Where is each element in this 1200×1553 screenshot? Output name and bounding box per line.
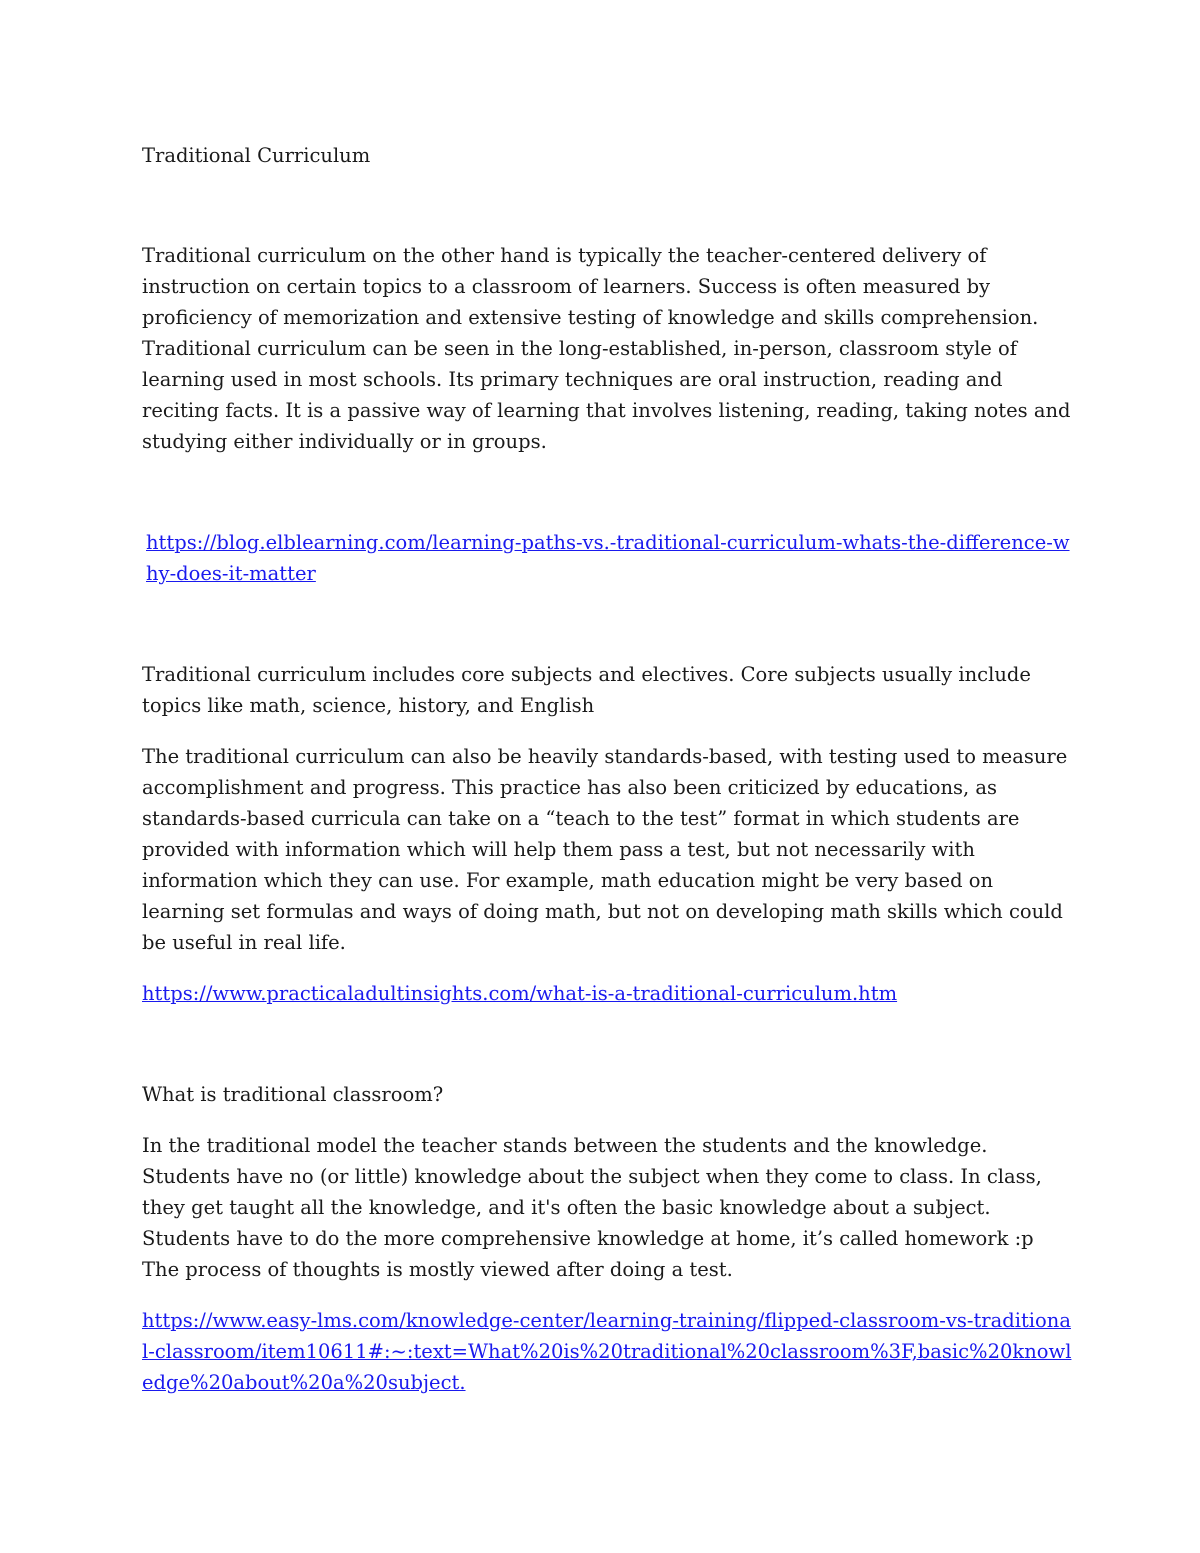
paragraph-standards-based: The traditional curriculum can also be heavily standards-based, with testing used to measure accomplishment and progress. This practice has also been criticized by educations, as standards-based curricula can take on a “teach to the test” format in which students are provided with information which will help them pass a test, but not necessarily with information which they can use. For example, math education might be very based on learning set formulas and ways of doing math, but not on developing math skills which could be useful in real life.	[142, 745, 1068, 954]
paragraph-traditional-model: In the traditional model the teacher stands between the students and the knowledge. Students have no (or little) knowledge about the subject when they come to class. In class, they get taught all the knowledge, and it's often the basic knowledge about a subject. Students have to do the more comprehensive knowledge at home, it’s called homework :p The process of thoughts is mostly viewed after doing a test.	[142, 1134, 1042, 1281]
link-elblearning[interactable]: https://blog.elblearning.com/learning-paths-vs.-traditional-curriculum-whats-the-difference-why-does-it-matter	[146, 531, 1070, 585]
document-title: Traditional Curriculum	[142, 144, 371, 167]
link-practicaladultinsights[interactable]: https://www.practicaladultinsights.com/what-is-a-traditional-curriculum.htm	[142, 982, 898, 1005]
question-heading: What is traditional classroom?	[142, 1083, 444, 1106]
link-easy-lms[interactable]: https://www.easy-lms.com/knowledge-center/learning-training/flipped-classroom-vs-traditional-classroom/item10611#:~:text=What%20is%20traditional%20classroom%3F,basic%20knowledge%20about%20a%20subject.	[142, 1309, 1072, 1394]
paragraph-core-subjects: Traditional curriculum includes core subjects and electives. Core subjects usually include topics like math, science, history, and English	[142, 663, 1031, 717]
paragraph-traditional-curriculum: Traditional curriculum on the other hand is typically the teacher-centered delivery of instruction on certain topics to a classroom of learners. Success is often measured by proficiency of memorization and extensive testing of knowledge and skills comprehension. Traditional curriculum can be seen in the long-established, in-person, classroom style of learning used in most schools. Its primary techniques are oral instruction, reading and reciting facts. It is a passive way of learning that involves listening, reading, taking notes and studying either individually or in groups.	[142, 244, 1071, 453]
document-page	[142, 140, 1072, 1398]
